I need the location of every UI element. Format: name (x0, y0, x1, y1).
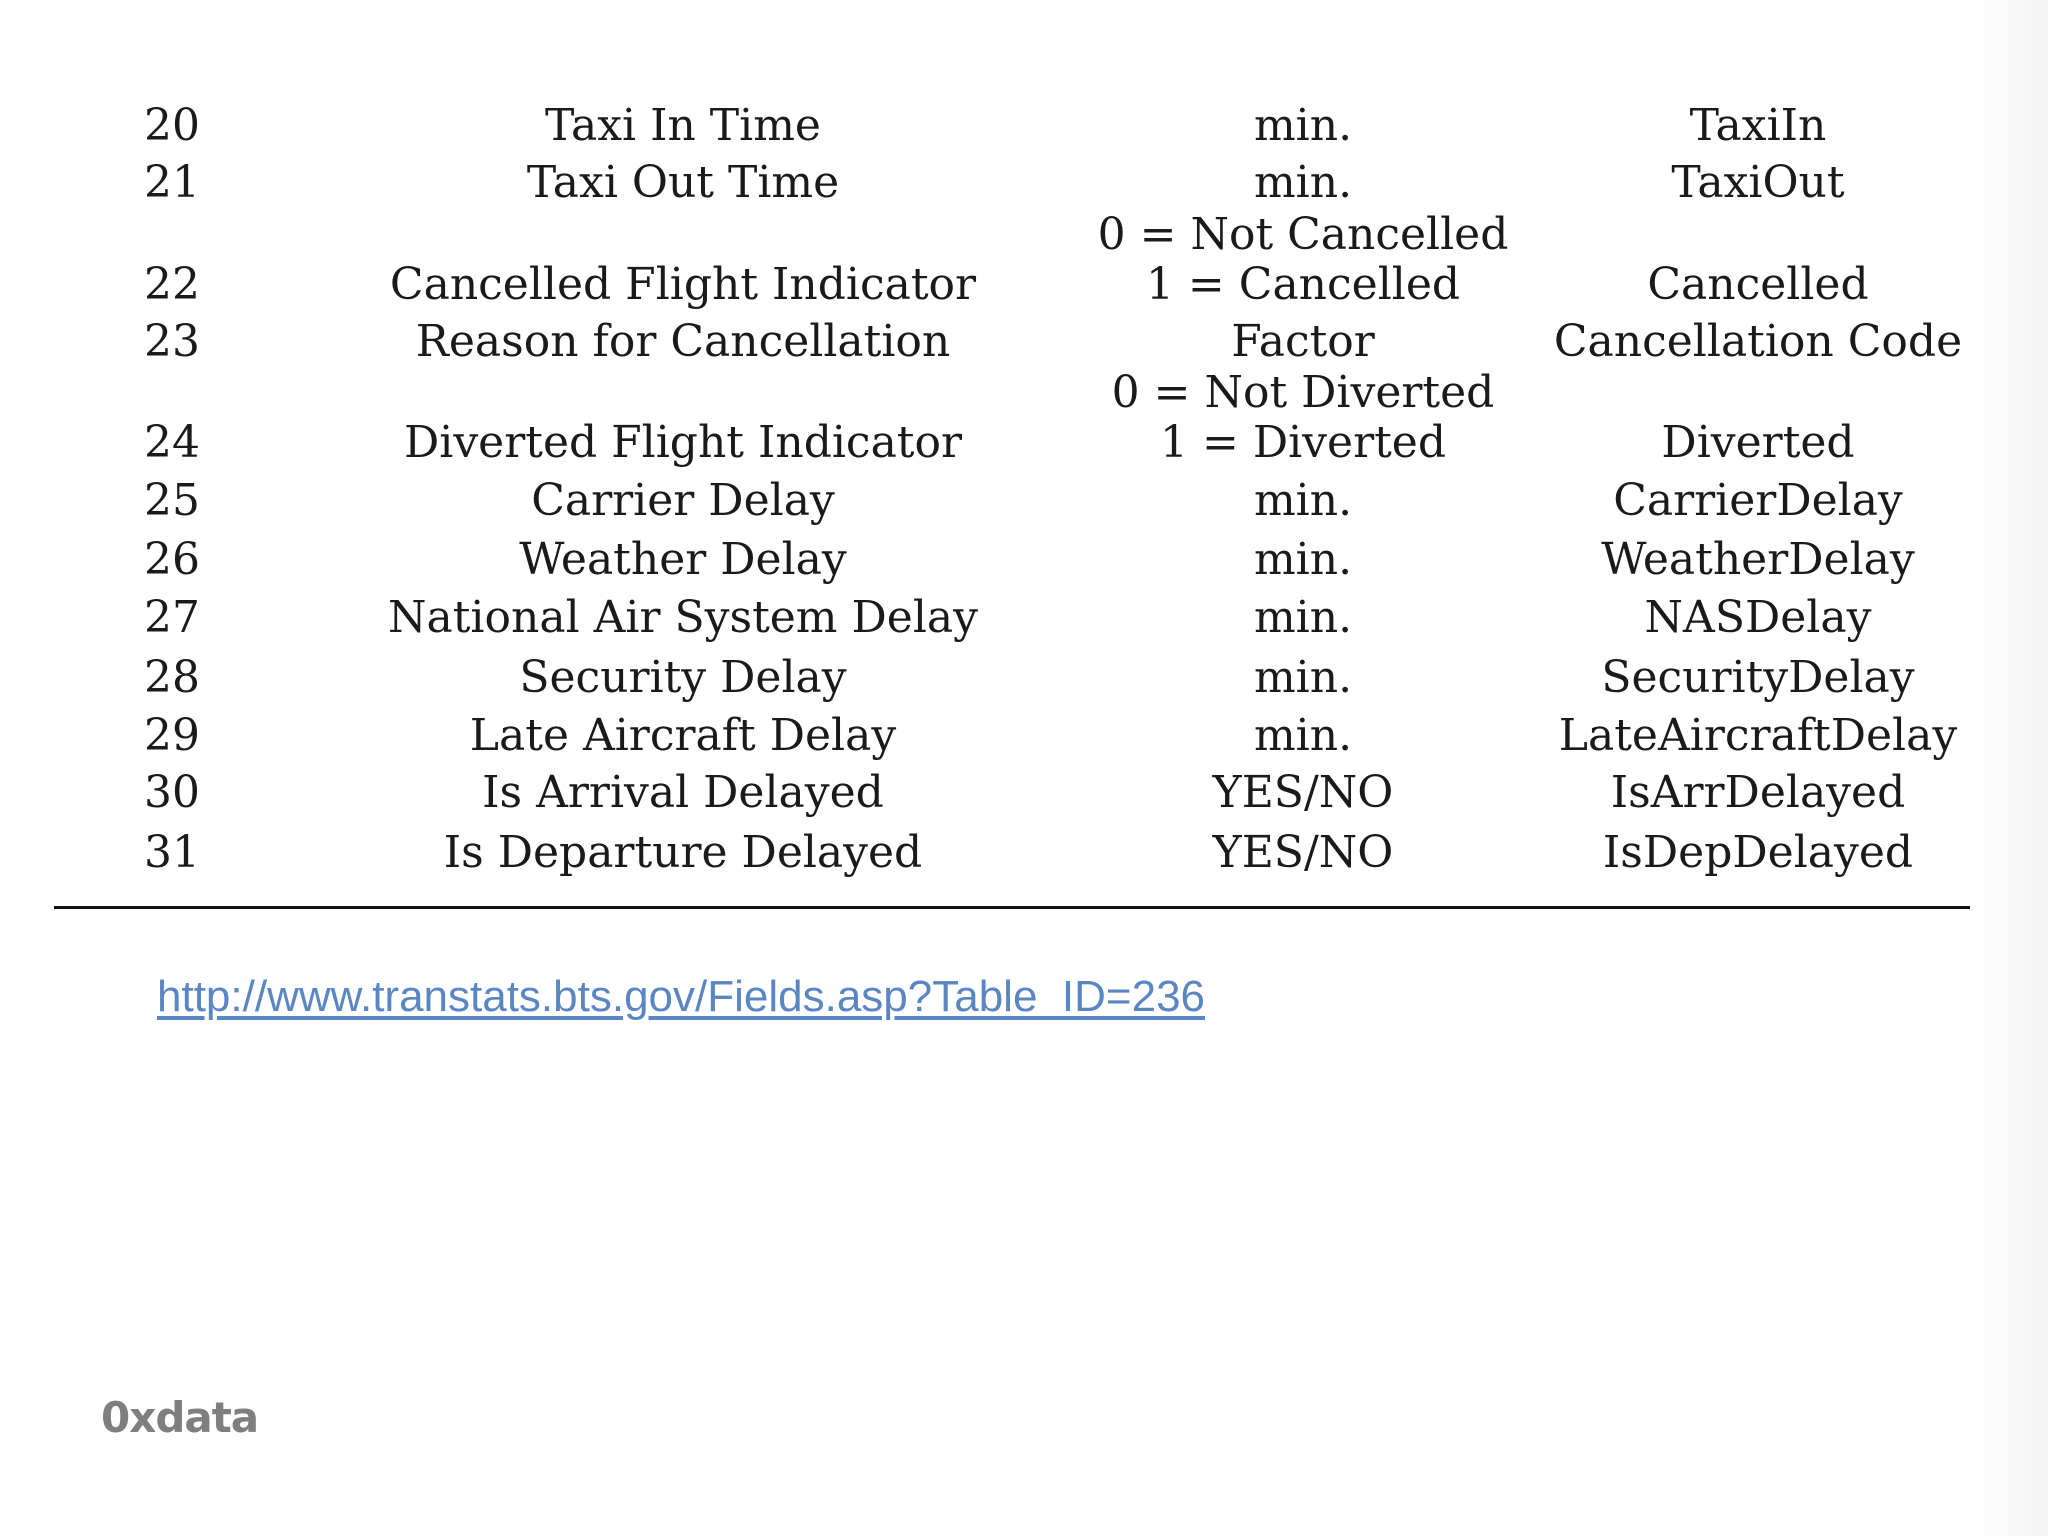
row-unit: min. (1253, 157, 1353, 208)
row-variable: WeatherDelay (1601, 534, 1915, 585)
slide-edge-shade (1970, 0, 2048, 1536)
row-unit-extra: 0 = Not Cancelled (1097, 209, 1509, 260)
row-number: 26 (144, 534, 200, 585)
row-variable: CarrierDelay (1613, 475, 1903, 526)
row-number: 29 (144, 710, 200, 761)
row-number: 27 (144, 592, 200, 643)
row-variable: TaxiOut (1671, 157, 1845, 208)
row-number: 22 (144, 259, 200, 310)
row-unit-extra: 0 = Not Diverted (1111, 367, 1495, 418)
table-bottom-rule (54, 906, 1990, 909)
row-unit: 1 = Cancelled (1145, 259, 1461, 310)
row-description: Taxi Out Time (526, 157, 840, 208)
row-variable: LateAircraftDelay (1558, 710, 1958, 761)
row-variable: IsDepDelayed (1602, 827, 1914, 878)
row-variable: TaxiIn (1689, 100, 1827, 151)
row-number: 28 (144, 652, 200, 703)
row-description: Reason for Cancellation (415, 316, 951, 367)
row-description: Security Delay (519, 652, 847, 703)
company-logo: 0xdata (101, 1393, 259, 1442)
row-variable: NASDelay (1644, 592, 1872, 643)
row-description: Cancelled Flight Indicator (389, 259, 977, 310)
row-description: National Air System Delay (388, 592, 978, 643)
row-number: 20 (144, 100, 200, 151)
row-number: 21 (144, 157, 200, 208)
row-number: 24 (144, 417, 200, 468)
row-number: 31 (144, 827, 200, 878)
row-unit: min. (1253, 475, 1353, 526)
row-variable: SecurityDelay (1601, 652, 1915, 703)
row-unit: min. (1253, 100, 1353, 151)
row-description: Taxi In Time (545, 100, 821, 151)
row-variable: Cancellation Code (1553, 316, 1963, 367)
row-unit: 1 = Diverted (1160, 417, 1446, 468)
row-unit: min. (1253, 592, 1353, 643)
row-unit: min. (1253, 534, 1353, 585)
row-unit: YES/NO (1212, 827, 1394, 878)
row-description: Weather Delay (519, 534, 847, 585)
row-description: Late Aircraft Delay (469, 710, 897, 761)
row-number: 30 (144, 767, 200, 818)
source-link[interactable]: http://www.transtats.bts.gov/Fields.asp?Table_ID=236 (157, 972, 1206, 1021)
row-description: Is Arrival Delayed (482, 767, 884, 818)
row-description: Is Departure Delayed (443, 827, 923, 878)
row-description: Carrier Delay (531, 475, 835, 526)
row-unit: min. (1253, 652, 1353, 703)
row-number: 23 (144, 316, 200, 367)
row-variable: IsArrDelayed (1610, 767, 1906, 818)
row-number: 25 (144, 475, 200, 526)
row-variable: Diverted (1661, 417, 1855, 468)
row-variable: Cancelled (1647, 259, 1869, 310)
row-unit: min. (1253, 710, 1353, 761)
row-unit: YES/NO (1212, 767, 1394, 818)
row-description: Diverted Flight Indicator (403, 417, 963, 468)
row-unit: Factor (1231, 316, 1375, 367)
